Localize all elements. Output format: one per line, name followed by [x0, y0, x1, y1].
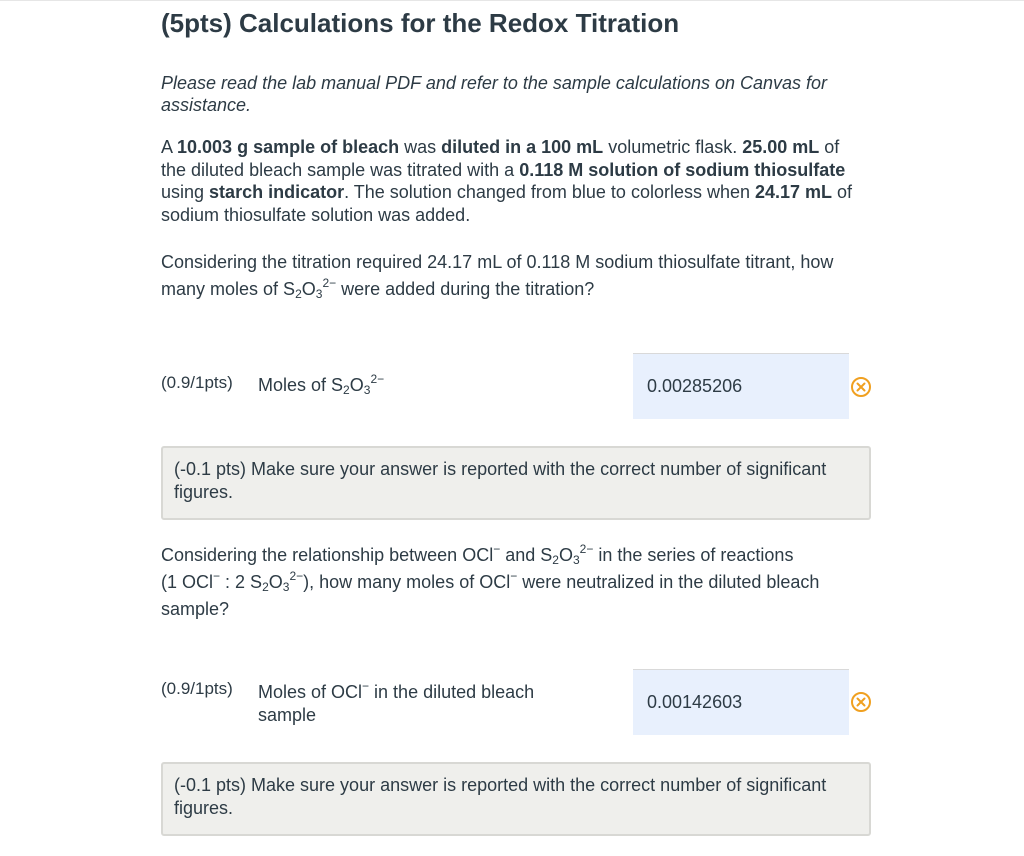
- question-1-label: Moles of $S_2O_3^{2-}$: [258, 372, 385, 397]
- question-2-answer-field[interactable]: 0.00142603: [633, 669, 849, 735]
- question-2-points: (0.9/1pts): [161, 679, 233, 698]
- question-2-prompt: Considering the relationship between OCl− and $S_2O_3^{2-}$ in the series of reactions (1 OCl− : 2 $S_2O_3^{2-}$), how many moles of OCl− were neutralized in the diluted bleach sample?: [161, 542, 820, 619]
- question-1-points: (0.9/1pts): [161, 373, 233, 392]
- question-1-feedback: (-0.1 pts) Make sure your answer is reported with the correct number of significant figures.: [161, 446, 871, 520]
- intro-text: Please read the lab manual PDF and refer to the sample calculations on Canvas for assistance.: [161, 73, 828, 115]
- top-divider: [0, 0, 1024, 1]
- problem-statement: A 10.003 g sample of bleach was diluted in a 100 mL volumetric flask. 25.00 mL of the diluted bleach sample was titrated with a 0.118 M solution of sodium thiosulfate using starch indicator. The solution changed from blue to colorless when 24.17 mL of sodium thiosulfate solution was added.: [161, 137, 853, 225]
- incorrect-x-icon: [850, 691, 872, 713]
- question-title: (5pts) Calculations for the Redox Titration: [161, 8, 680, 38]
- question-1-answer-field[interactable]: 0.00285206: [633, 353, 849, 419]
- incorrect-x-icon: [850, 376, 872, 398]
- question-2-label: Moles of OCl− in the diluted bleach sample: [258, 679, 535, 725]
- question-2-feedback: (-0.1 pts) Make sure your answer is reported with the correct number of significant figures.: [161, 762, 871, 836]
- question-1-prompt: Considering the titration required 24.17 mL of 0.118 M sodium thiosulfate titrant, how many moles of $S_2O_3^{2-}$ were added during the titration?: [161, 252, 834, 301]
